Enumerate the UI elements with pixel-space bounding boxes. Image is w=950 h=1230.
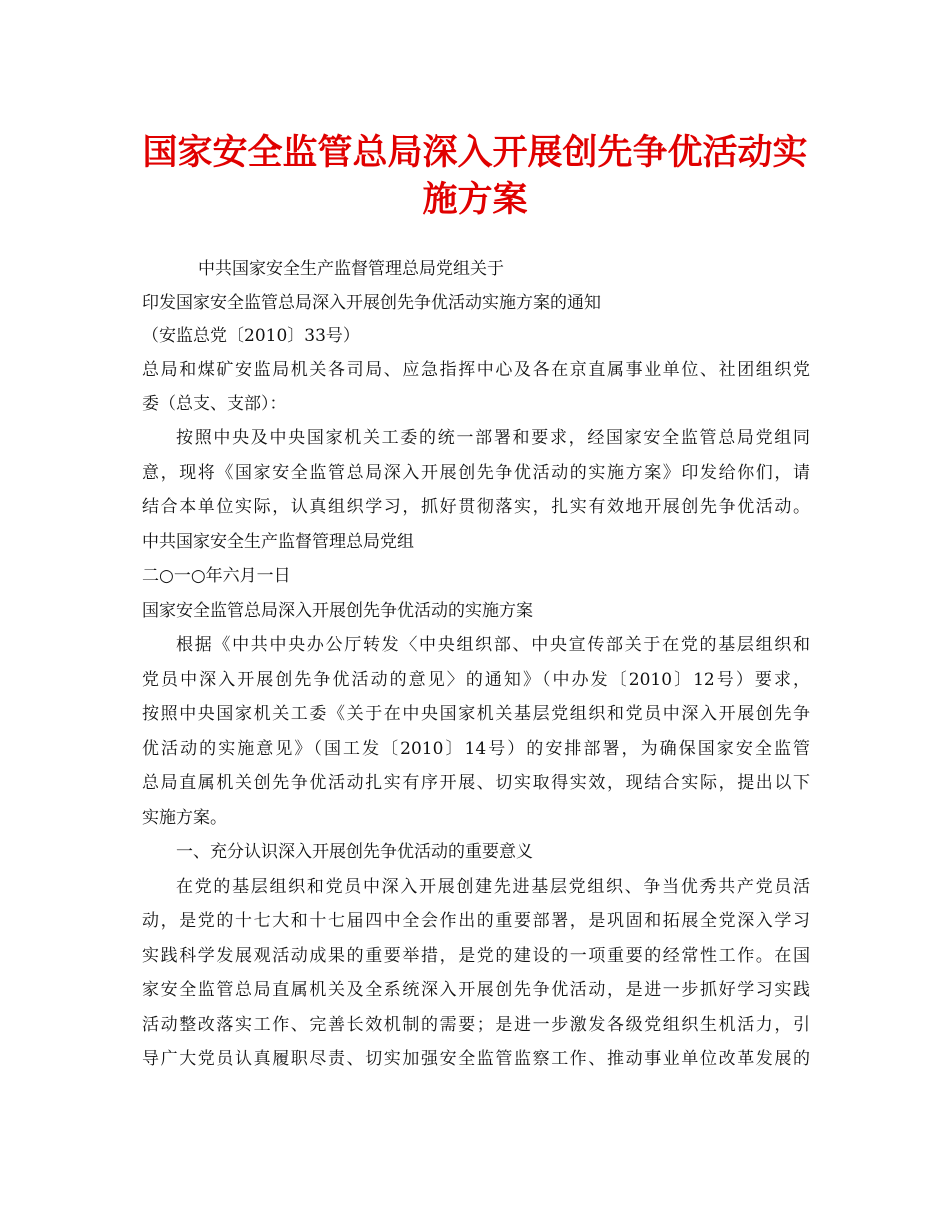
addressee-line-1: 总局和煤矿安监局机关各司局、应急指挥中心及各在京直属事业单位、社团组织党 bbox=[142, 360, 810, 380]
plan-body-line-6: 实施方案。 bbox=[142, 808, 227, 828]
document-number: （安监总党〔2010〕33号） bbox=[142, 326, 360, 346]
plan-body-line-5: 总局直属机关创先争优活动扎实有序开展、切实取得实效，现结合实际，提出以下 bbox=[142, 773, 810, 793]
section-body-line-6: 导广大党员认真履职尽责、切实加强安全监管监察工作、推动事业单位改革发展的 bbox=[142, 1049, 810, 1069]
section-body-line-1: 在党的基层组织和党员中深入开展创建先进基层党组织、争当优秀共产党员活 bbox=[176, 877, 810, 897]
notice-body-line-1: 按照中央及中央国家机关工委的统一部署和要求，经国家安全监管总局党组同 bbox=[176, 428, 810, 448]
document-title-line-2: 施方案 bbox=[422, 180, 528, 220]
section-body-line-4: 家安全监管总局直属机关及全系统深入开展创先争优活动，是进一步抓好学习实践 bbox=[142, 980, 810, 1000]
notice-heading-line-1: 中共国家安全生产监督管理总局党组关于 bbox=[198, 259, 504, 279]
plan-body-line-4: 优活动的实施意见》（国工发〔2010〕14号）的安排部署，为确保国家安全监管 bbox=[142, 739, 810, 759]
plan-title: 国家安全监管总局深入开展创先争优活动的实施方案 bbox=[142, 601, 533, 621]
plan-body-line-1: 根据《中共中央办公厅转发〈中央组织部、中央宣传部关于在党的基层组织和 bbox=[176, 635, 810, 655]
notice-body-line-2: 意，现将《国家安全监管总局深入开展创先争优活动的实施方案》印发给你们，请 bbox=[142, 463, 810, 483]
section-heading-1: 一、充分认识深入开展创先争优活动的重要意义 bbox=[176, 842, 533, 862]
document-title-line-1: 国家安全监管总局深入开展创先争优活动实 bbox=[142, 133, 808, 173]
signature-org: 中共国家安全生产监督管理总局党组 bbox=[142, 532, 414, 552]
addressee-line-2: 委（总支、支部）： bbox=[142, 394, 287, 414]
section-body-line-2: 动，是党的十七大和十七届四中全会作出的重要部署，是巩固和拓展全党深入学习 bbox=[142, 911, 810, 931]
notice-heading-line-2: 印发国家安全监管总局深入开展创先争优活动实施方案的通知 bbox=[142, 293, 601, 313]
notice-body-line-3: 结合本单位实际，认真组织学习，抓好贯彻落实，扎实有效地开展创先争优活动。 bbox=[142, 497, 810, 517]
signature-date: 二○一○年六月一日 bbox=[142, 566, 291, 586]
plan-body-line-2: 党员中深入开展创先争优活动的意见〉的通知》（中办发〔2010〕12号）要求， bbox=[142, 670, 810, 690]
section-body-line-5: 活动整改落实工作、完善长效机制的需要；是进一步激发各级党组织生机活力，引 bbox=[142, 1015, 810, 1035]
section-body-line-3: 实践科学发展观活动成果的重要举措，是党的建设的一项重要的经常性工作。在国 bbox=[142, 946, 810, 966]
plan-body-line-3: 按照中央国家机关工委《关于在中央国家机关基层党组织和党员中深入开展创先争 bbox=[142, 704, 810, 724]
